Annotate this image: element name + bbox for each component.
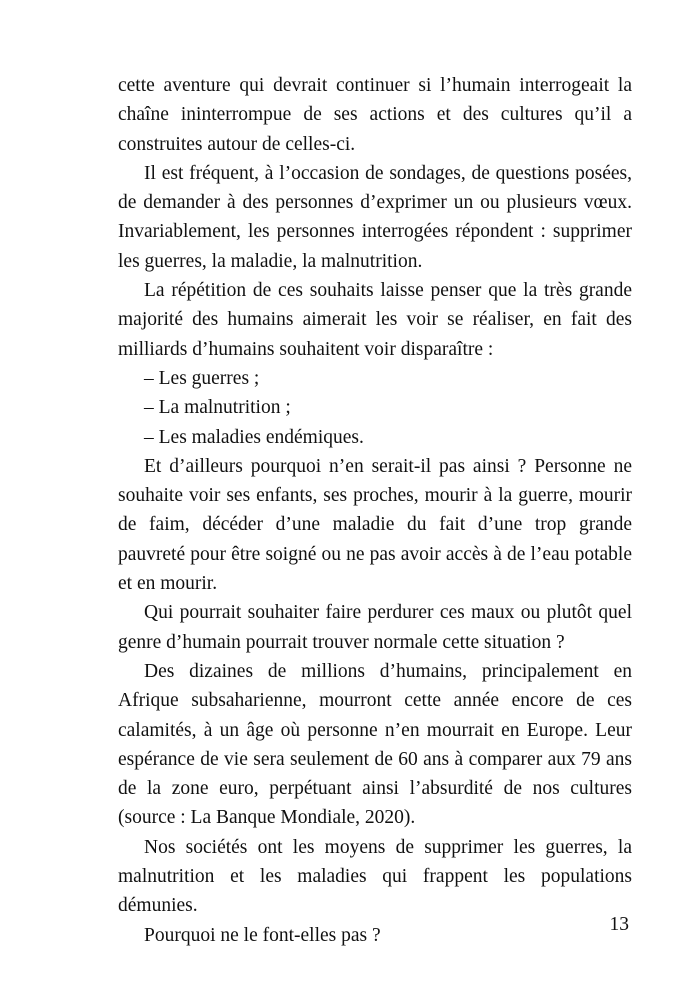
list-item-wars: – Les guerres ; <box>144 367 260 389</box>
page-body <box>118 71 632 950</box>
paragraph-means: Nos sociétés ont les moyens de supprimer les guerres, la malnutrition et les maladies qui frappent les populations démunies. <box>118 836 632 917</box>
paragraph-surveys: Il est fréquent, à l’occasion de sondages, de questions posées, de demander à des personnes d’exprimer un ou plusieurs vœux. Invariablement, les personnes interrogées répondent : supprimer les guerres, la maladie, la malnutrition. <box>118 162 632 272</box>
list-item-malnutrition: – La malnutrition ; <box>144 397 291 419</box>
page-number: 13 <box>609 914 629 935</box>
paragraph-continuation: cette aventure qui devrait continuer si l’humain interrogeait la chaîne ininterrompue de ses actions et des cultures qu’il a construites autour de celles-ci. <box>118 75 632 155</box>
paragraph-statistics: Des dizaines de millions d’humains, principalement en Afrique subsaharienne, mourront cette année encore de ces calamités, à un âge où personne n’en mourrait en Europe. Leur espérance de vie sera seulement de 60 ans à comparer aux 79 ans de la zone euro, perpétuant ainsi l’absurdité de nos cultures (source : La Banque Mondiale, 2020). <box>118 660 632 829</box>
paragraph-wishes: La répétition de ces souhaits laisse penser que la très grande majorité des humains aimerait les voir se réaliser, en fait des milliards d’humains souhaitent voir disparaître : <box>118 280 632 360</box>
paragraph-why-not: Et d’ailleurs pourquoi n’en serait-il pas ainsi ? Personne ne souhaite voir ses enfants, ses proches, mourir à la guerre, mourir de faim, décéder d’une maladie du fait d’une trop grande pauvreté pour être soigné ou ne pas avoir accès à de l’eau potable et en mourir. <box>118 455 632 595</box>
wish-list <box>118 364 632 452</box>
list-item-diseases: – Les maladies endémiques. <box>144 426 364 448</box>
paragraph-question: Pourquoi ne le font-elles pas ? <box>144 924 381 946</box>
paragraph-who-would: Qui pourrait souhaiter faire perdurer ces maux ou plutôt quel genre d’humain pourrait trouver normale cette situation ? <box>118 602 632 653</box>
